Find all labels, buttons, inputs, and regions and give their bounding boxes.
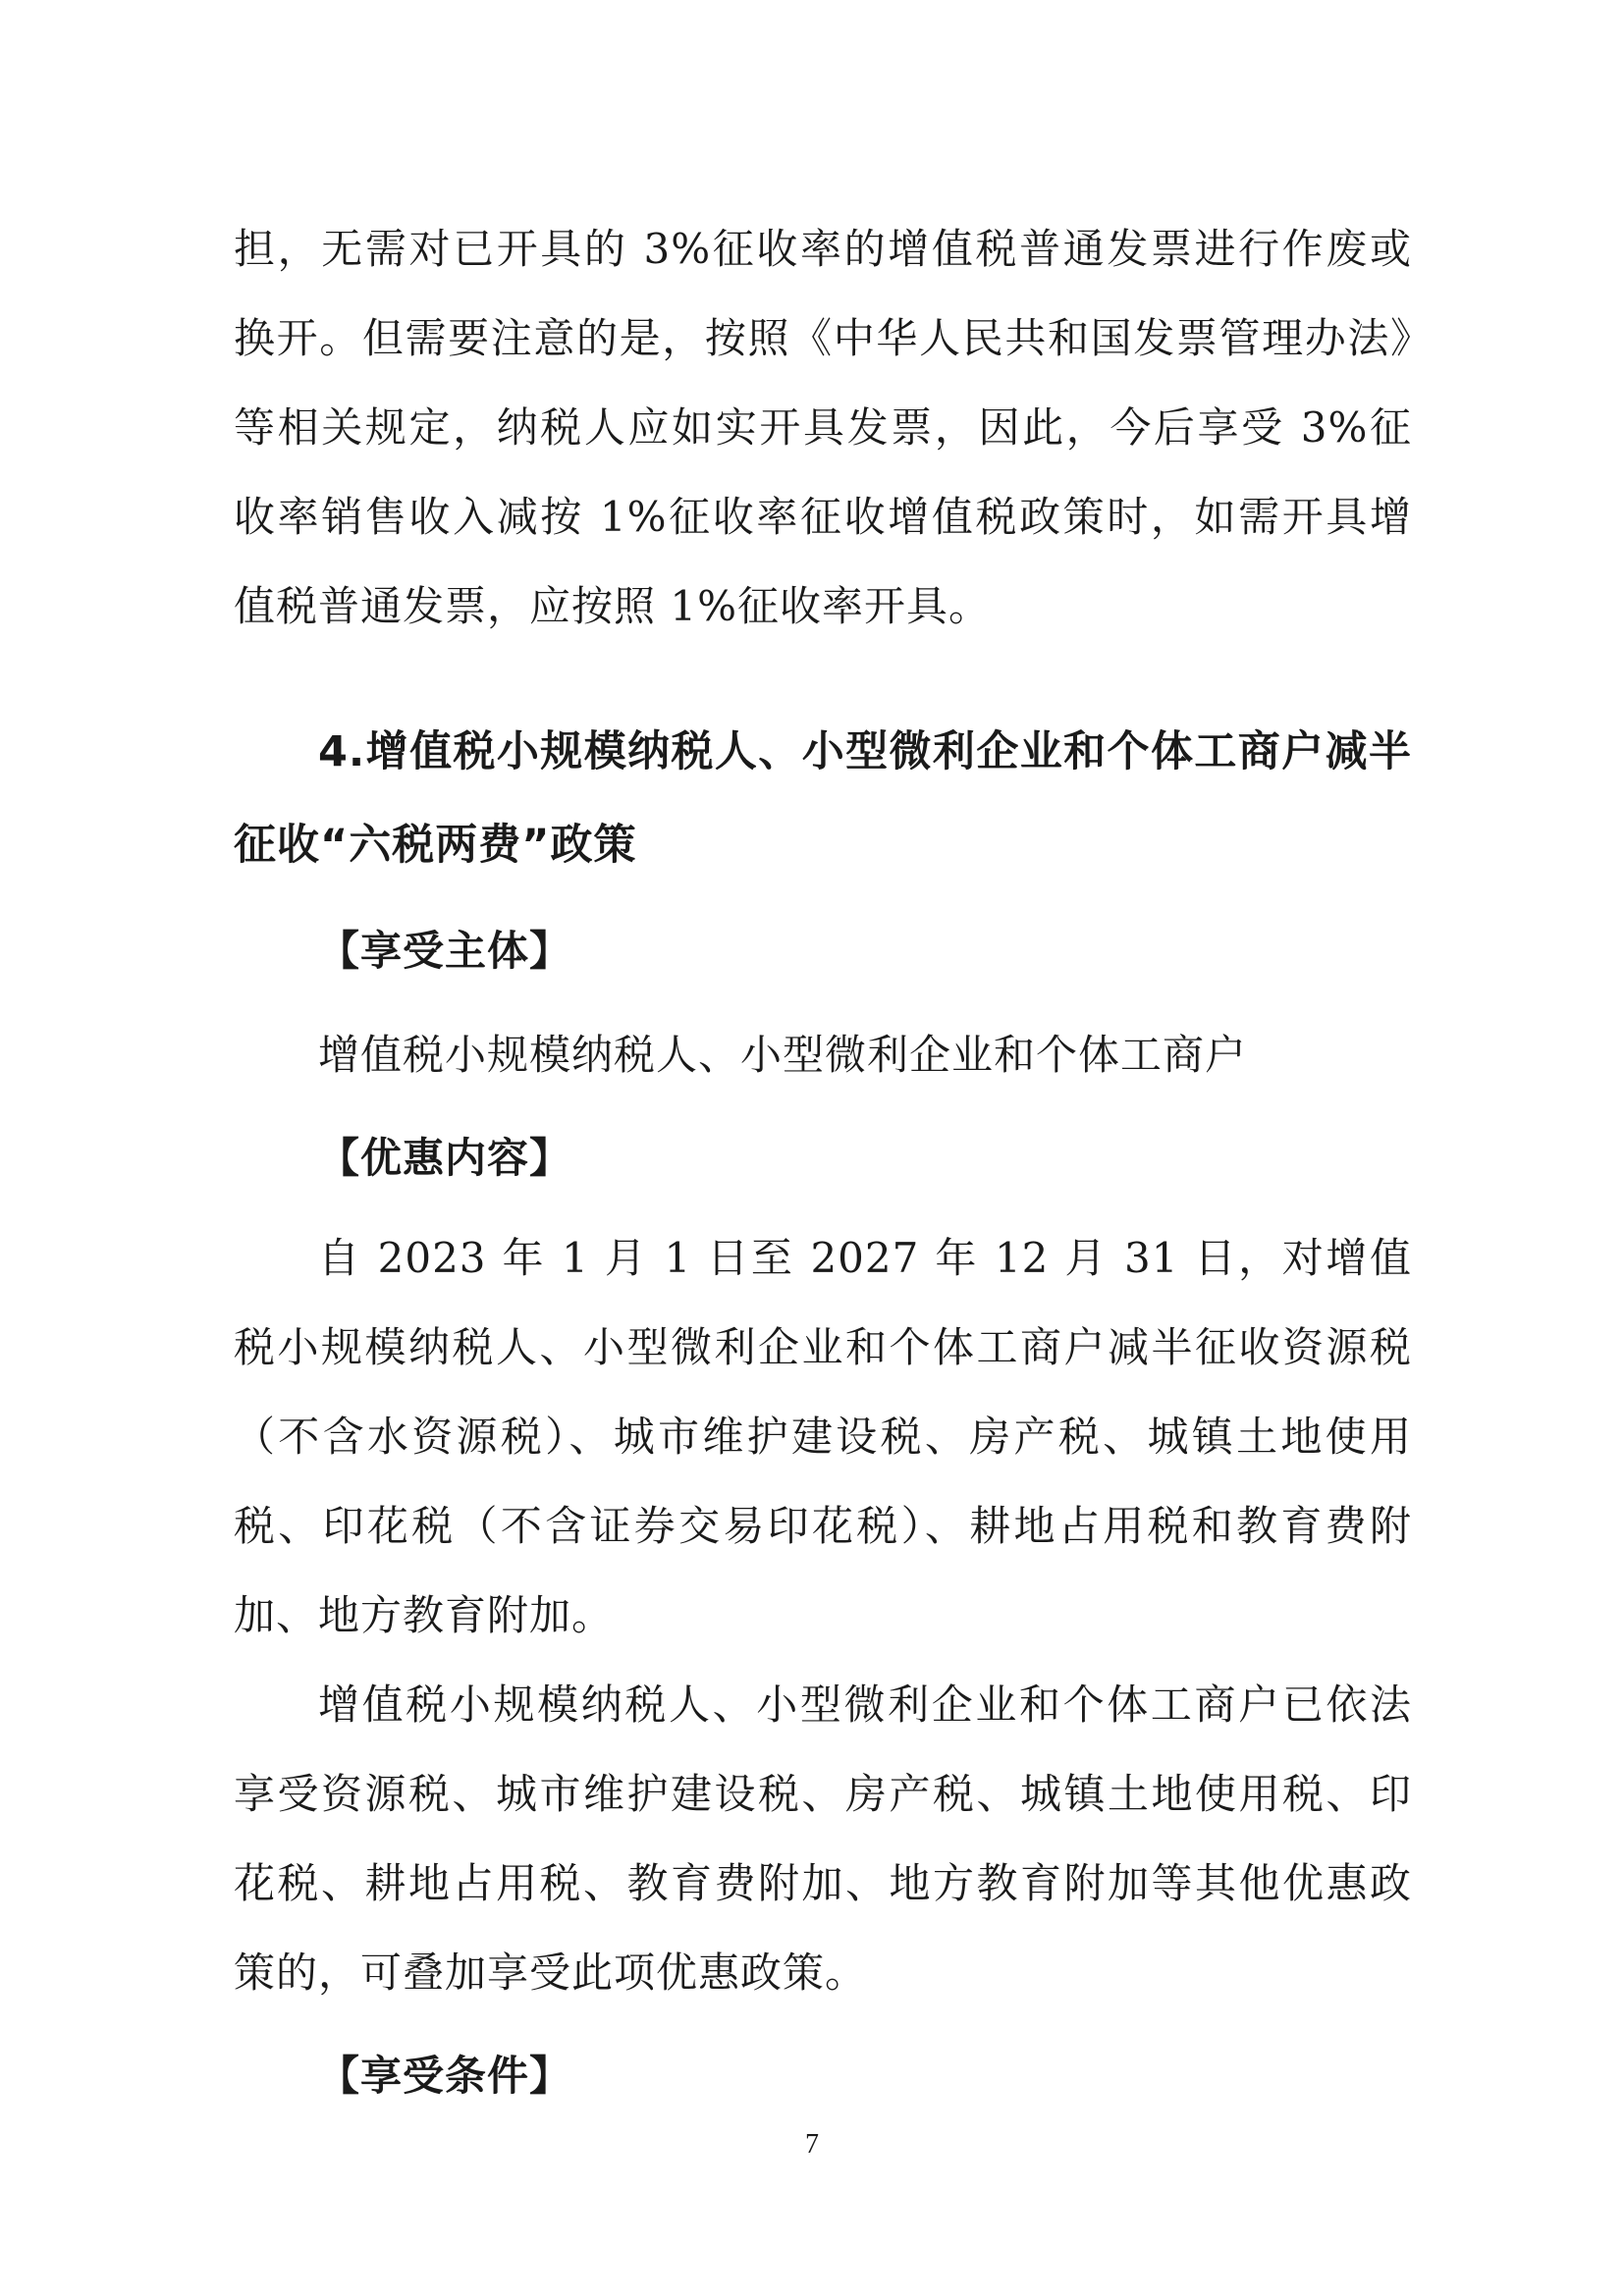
benefit-heading: 【优惠内容】 bbox=[318, 1134, 572, 1182]
page-content bbox=[234, 204, 1412, 2131]
section-heading: 4.增值税小规模纳税人、小型微利企业和个体工商户减半征收“六税两费”政策 bbox=[234, 727, 1412, 870]
conditions-heading: 【享受条件】 bbox=[318, 2052, 572, 2100]
subject-text: 增值税小规模纳税人、小型微利企业和个体工商户 bbox=[318, 1031, 1248, 1079]
benefit-paragraph-2: 增值税小规模纳税人、小型微利企业和个体工商户已依法享受资源税、城市维护建设税、房产税、城镇土地使用税、印花税、耕地占用税、教育费附加、地方教育附加等其他优惠政策的，可叠加享受此项优惠政策。 bbox=[234, 1681, 1412, 1997]
subject-heading: 【享受主体】 bbox=[318, 927, 572, 975]
page-number: 7 bbox=[805, 2129, 819, 2160]
benefit-paragraph-1: 自 2023 年 1 月 1 日至 2027 年 12 月 31 日，对增值税小规模纳税人、小型微利企业和个体工商户减半征收资源税（不含水资源税）、城市维护建设税、房产税、城镇土地使用税、印花税（不含证券交易印花税）、耕地占用税和教育费附加、地方教育附加。 bbox=[234, 1234, 1412, 1639]
continuation-paragraph: 担，无需对已开具的 3%征收率的增值税普通发票进行作废或换开。但需要注意的是，按照《中华人民共和国发票管理办法》等相关规定，纳税人应如实开具发票，因此，今后享受 3%征收率销售收入减按 1%征收率征收增值税政策时，如需开具增值税普通发票，应按照 1%征收率开具。 bbox=[234, 225, 1412, 630]
